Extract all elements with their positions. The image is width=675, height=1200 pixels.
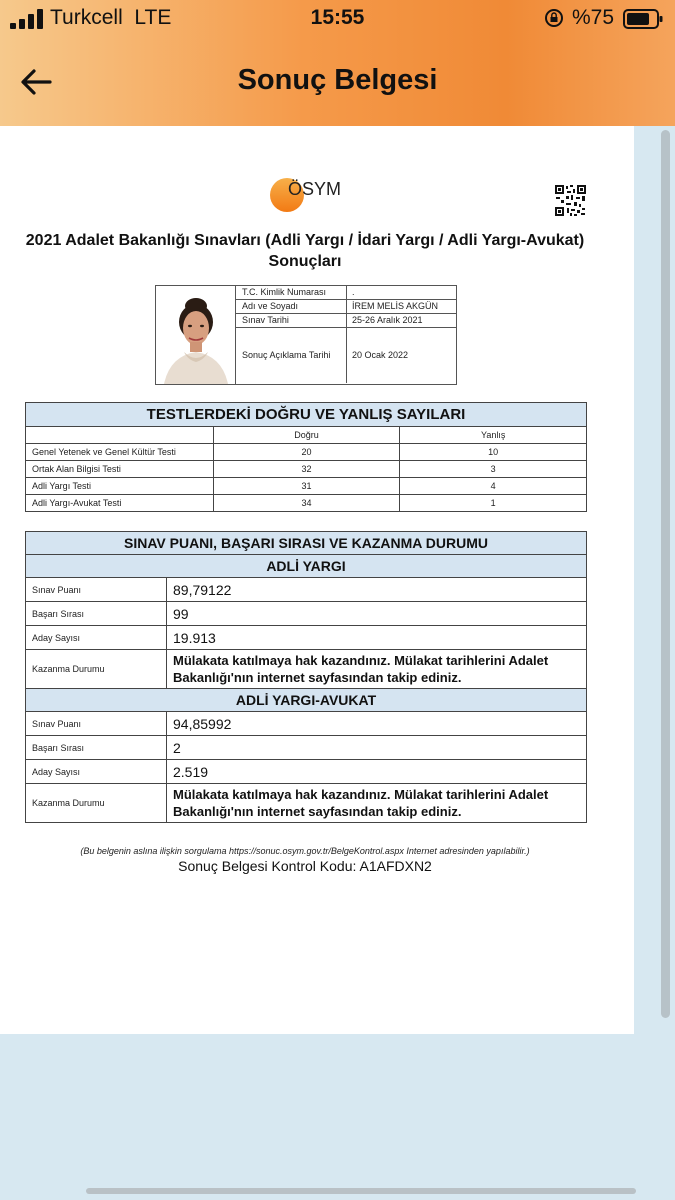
column-header-wrong: Yanlış [400,427,587,444]
control-code: Sonuç Belgesi Kontrol Kodu: A1AFDXN2 [178,858,432,874]
tests-header-empty [26,427,214,444]
correct-count: 20 [213,444,400,461]
table-row [26,461,587,478]
scrollbar[interactable] [661,130,670,1018]
info-key: Adı ve Soyadı [242,301,299,311]
section-title-adli-yargi-avukat: ADLİ YARGI-AVUKAT [26,689,587,712]
info-key: Sınav Tarihi [242,315,289,325]
results-table [25,531,587,823]
wrong-count: 1 [400,495,587,512]
tests-table [25,402,587,512]
qualification-status: Mülakata katılmaya hak kazandınız. Mülakat tarihlerini Adalet Bakanlığı'nın internet sayfasından takip ediniz. [167,784,587,823]
table-row [26,495,587,512]
info-key: T.C. Kimlik Numarası [242,287,327,297]
info-row [236,328,456,383]
info-key: Sonuç Açıklama Tarihi [242,350,331,360]
wrong-count: 4 [400,478,587,495]
result-label: Başarı Sırası [26,602,167,626]
rank: 99 [167,602,587,626]
info-row [236,314,456,328]
result-label: Sınav Puanı [26,578,167,602]
status-time: 15:55 [310,6,365,29]
candidate-count: 2.519 [167,760,587,784]
table-row [26,626,587,650]
info-value: 20 Ocak 2022 [352,350,409,360]
wrong-count: 10 [400,444,587,461]
table-row [26,784,587,823]
personal-info-grid [236,286,456,383]
correct-count: 31 [213,478,400,495]
table-row [26,712,587,736]
home-indicator[interactable] [86,1188,636,1194]
table-row [26,478,587,495]
rank: 2 [167,736,587,760]
qualification-status: Mülakata katılmaya hak kazandınız. Mülakat tarihlerini Adalet Bakanlığı'nın internet sayfasından takip ediniz. [167,650,587,689]
osym-logo-text: ÖSYM [288,179,342,199]
table-row [26,760,587,784]
test-name: Ortak Alan Bilgisi Testi [26,461,214,478]
wrong-count: 3 [400,461,587,478]
candidate-count: 19.913 [167,626,587,650]
document-title: 2021 Adalet Bakanlığı Sınavları (Adli Yargı / İdari Yargı / Adli Yargı-Avukat) Sonuçları [25,232,585,270]
results-table-title: SINAV PUANI, BAŞARI SIRASI VE KAZANMA DURUMU [26,532,587,555]
info-row [236,286,456,300]
osym-logo [270,178,350,214]
info-value: İREM MELİS AKGÜN [352,301,439,311]
result-label: Kazanma Durumu [26,650,167,689]
info-value: . [352,287,355,297]
table-row [26,602,587,626]
verification-footnote: (Bu belgenin aslına ilişkin sorgulama https://sonuc.osym.gov.tr/BelgeKontrol.aspx Internet adresinden yapılabilir.) [80,846,530,856]
carrier-label: Turkcell LTE [50,6,172,29]
orientation-lock-icon [544,8,564,28]
test-name: Adli Yargı Testi [26,478,214,495]
table-row [26,650,587,689]
page-title: Sonuç Belgesi [237,64,438,96]
result-label: Kazanma Durumu [26,784,167,823]
section-title-adli-yargi: ADLİ YARGI [26,555,587,578]
status-bar [0,6,675,32]
exam-score: 89,79122 [167,578,587,602]
table-row [26,444,587,461]
exam-score: 94,85992 [167,712,587,736]
battery-percent: %75 [572,6,615,29]
test-name: Adli Yargı-Avukat Testi [26,495,214,512]
info-value: 25-26 Aralık 2021 [352,315,423,325]
result-label: Aday Sayısı [26,760,167,784]
test-name: Genel Yetenek ve Genel Kültür Testi [26,444,214,461]
result-label: Sınav Puanı [26,712,167,736]
tests-table-title: TESTLERDEKİ DOĞRU VE YANLIŞ SAYILARI [26,403,587,427]
correct-count: 34 [213,495,400,512]
result-label: Başarı Sırası [26,736,167,760]
qr-code-icon [554,184,587,217]
battery-icon [623,9,663,29]
table-row [26,736,587,760]
candidate-photo [156,286,236,384]
table-row [26,578,587,602]
info-row [236,300,456,314]
personal-info-box [155,285,457,385]
top-bar [0,0,675,126]
column-header-correct: Doğru [213,427,400,444]
result-label: Aday Sayısı [26,626,167,650]
correct-count: 32 [213,461,400,478]
